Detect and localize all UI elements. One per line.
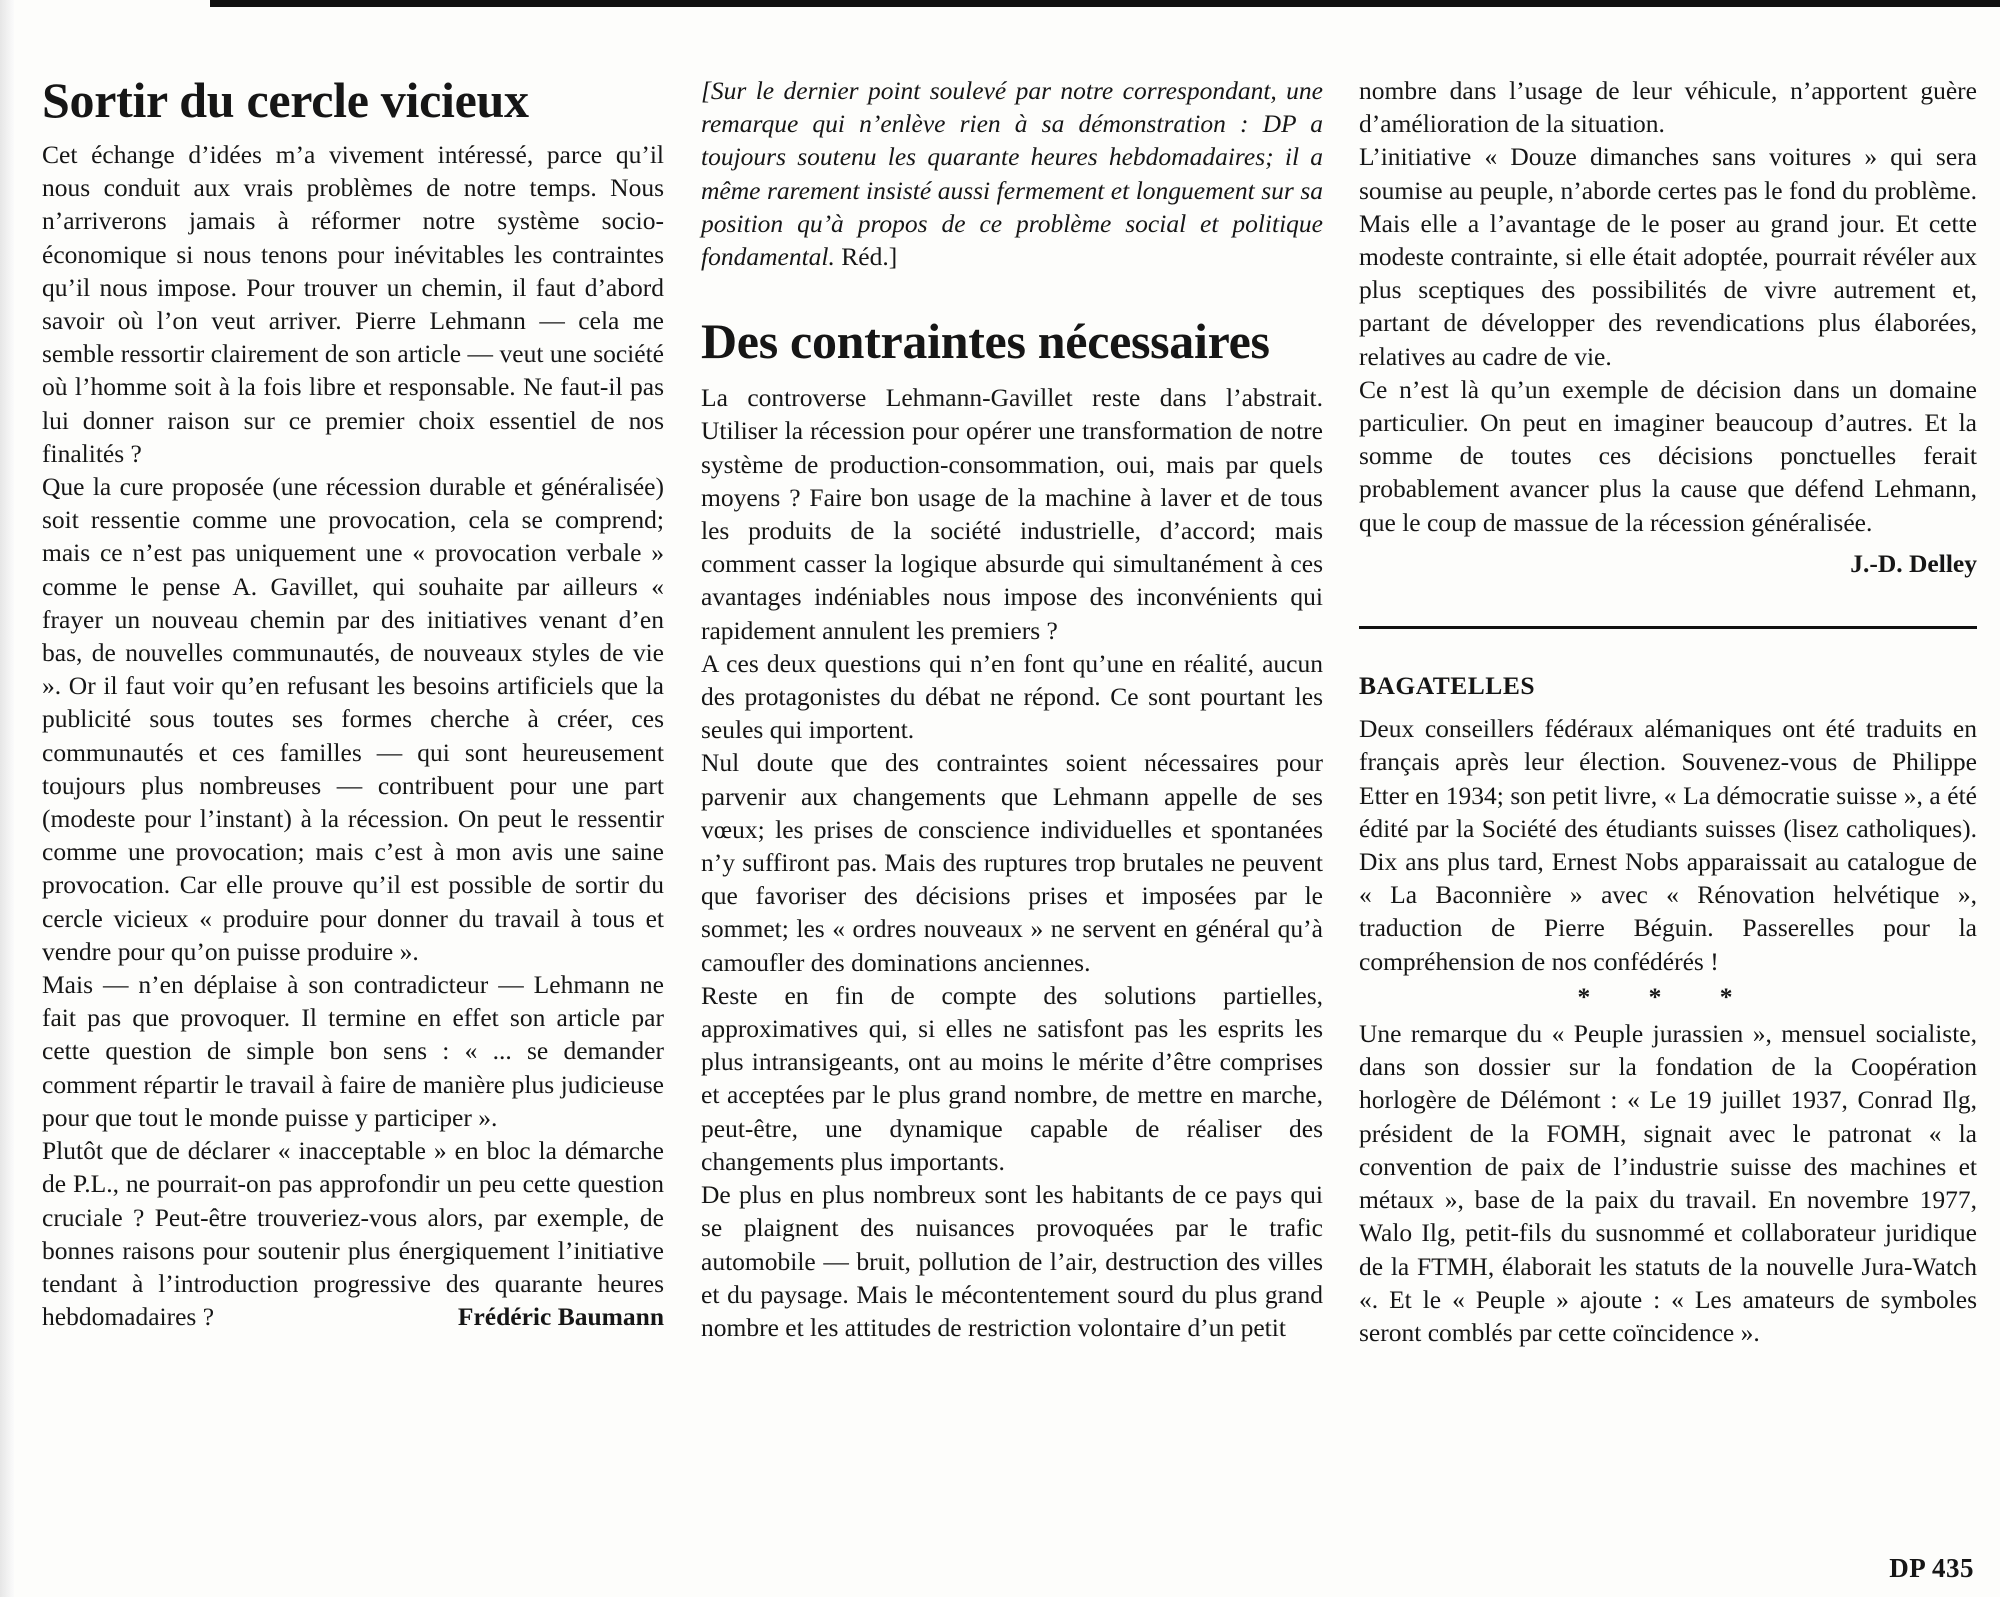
article-2-paragraph-3: Nul doute que des contraintes soient nécessaires pour parvenir aux changements que Lehmann appelle de ses vœux; les prises de conscience individuelles et spontanées n’y suffiront pas. Mais des ruptures trop brutales ne peuvent que favoriser des décisions prises et imposées par le sommet; les « ordres nouveaux » ne servent en général qu’à camoufler des dominations anciennes. xyxy=(701,748,1323,977)
article-1-paragraph-4-text: Plutôt que de déclarer « inacceptable » en bloc la démarche de P.L., ne pourrait-on pas approfondir un peu cette question cruciale ? Peut-être trouveriez-vous alors, par exemple, de bonnes raisons pour soutenir plus énergiquement l’initiative tendant à l’introduction progressive des quarante heures hebdomadaires ? xyxy=(42,1136,664,1332)
article-2-continuation-3: Ce n’est là qu’un exemple de décision dans un domaine particulier. On peut en imaginer beaucoup d’autres. Et la somme de toutes ces décisions ponctuelles ferait probablement avancer plus la cause que défend Lehmann, que le coup de massue de la récession généralisée. xyxy=(1359,374,1977,537)
top-rule xyxy=(210,0,2000,7)
article-1-paragraph-4 xyxy=(42,1134,664,1333)
article-1-title: Sortir du cercle vicieux xyxy=(42,72,529,128)
article-2-paragraph-1: La controverse Lehmann-Gavillet reste dans l’abstrait. Utiliser la récession pour opérer une transformation de notre système de production-consommation, oui, mais par quels moyens ? Faire bon usage de la machine à laver et de tous les produits de la société industrielle, d’accord; mais comment casser la logique absurde qui simultanément à ces avantages indéniables nous impose des inconvénients qui rapidement annulent les premiers ? xyxy=(701,383,1323,645)
column-1 xyxy=(42,70,664,1333)
article-1-paragraph-2: Que la cure proposée (une récession durable et généralisée) soit ressentie comme une provocation, cela se comprend; mais ce n’est pas uniquement une « provocation verbale » comme le pense A. Gavillet, qui souhaite par ailleurs « frayer un nouveau chemin par des initiatives venant d’en bas, de nouvelles communautés, de nouveaux styles de vie ». Or il faut voir qu’en refusant les besoins artificiels que la publicité sous toutes ses formes cherche à créer, ces communautés et ces familles — qui sont heureusement toujours plus nombreuses — contribuent pour une part (modeste pour l’instant) à la récession. On peut le ressentir comme une provocation; mais c’est à mon avis une saine provocation. Car elle prouve qu’il est possible de sortir du cercle vicieux « produire pour donner du travail à tous et vendre pour qu’on puisse produire ». xyxy=(42,472,664,966)
article-1-paragraph-3: Mais — n’en déplaise à son contradicteur — Lehmann ne fait pas que provoquer. Il termine en effet son article par cette question de simple bon sens : « ... se demander comment répartir le travail à faire de manière plus judicieuse pour que tout le monde puisse y participer ». xyxy=(42,970,664,1132)
page-edge-shadow xyxy=(0,0,14,1597)
article-2-author: J.-D. Delley xyxy=(1850,548,1977,578)
section-divider xyxy=(1359,626,1977,629)
editor-note-text: [Sur le dernier point soulevé par notre correspondant, une remarque qui n’enlève rien à sa démonstration : DP a toujours soutenu les quarante heures hebdomadaires; il a même rarement insisté aussi fermement et longuement sur sa position qu’à propos de ce problème social et politique fondamental. xyxy=(701,76,1323,272)
article-2-title: Des contraintes nécessaires xyxy=(701,313,1270,370)
page-number: DP 435 xyxy=(1889,1553,1974,1583)
article-2-paragraph-4: Reste en fin de compte des solutions partielles, approximatives qui, si elles ne satisfont pas les esprits les plus intransigeants, ont au moins le mérite d’être comprises et acceptées par le plus grand nombre, de mettre en marche, peut-être, une dynamique capable de réaliser des changements plus importants. xyxy=(701,980,1323,1176)
article-1-author: Frédéric Baumann xyxy=(457,1302,664,1332)
bagatelles-paragraph-2: Une remarque du « Peuple jurassien », mensuel socialiste, dans son dossier sur la fondation de la Coopération horlogère de Délémont : « Le 19 juillet 1937, Conrad Ilg, président de la FOMH, signait avec le patronat « la convention de paix de l’industrie suisse des machines et métaux », base de la paix du travail. En novembre 1977, Walo Ilg, petit-fils du susnommé et collaborateur juridique de la FTMH, élaborait les statuts de la nouvelle Jura-Watch «. Et le « Peuple » ajoute : « Les amateurs de symboles seront comblés par cette coïncidence ». xyxy=(1359,1019,1977,1347)
article-2-paragraph-2: A ces deux questions qui n’en font qu’une en réalité, aucun des protagonistes du débat ne répond. Ce sont pourtant les seules qui importent. xyxy=(701,648,1323,745)
editor-note xyxy=(701,74,1323,273)
bagatelles-heading: BAGATELLES xyxy=(1359,671,1536,701)
column-2 xyxy=(701,74,1323,1344)
article-2-paragraph-5: De plus en plus nombreux sont les habitants de ce pays qui se plaignent des nuisances provoquées par le trafic automobile — bruit, pollution de l’air, destruction des villes et du paysage. Mais le mécontentement sourd du plus grand nombre et les attitudes de restriction volontaire d’un petit xyxy=(701,1180,1323,1342)
article-2-continuation-2: L’initiative « Douze dimanches sans voitures » qui sera soumise au peuple, n’aborde certes pas le fond du problème. Mais elle a l’avantage de le poser au grand jour. Et cette modeste contrainte, si elle était adoptée, pourrait révéler aux plus sceptiques des possibilités de vivre autrement et, partant de développer des revendications plus élaborées, relatives au cadre de vie. xyxy=(1359,142,1977,371)
editor-note-signoff: Réd.] xyxy=(841,242,898,272)
asterism-separator: * * * xyxy=(1577,981,1759,1011)
article-1-paragraph-1: Cet échange d’idées m’a vivement intéressé, parce qu’il nous conduit aux vrais problèmes de notre temps. Nous n’arriverons jamais à réformer notre système socio-économique si nous tenons pour inévitables les contraintes qu’il nous impose. Pour trouver un chemin, il faut d’abord savoir où l’on veut arriver. Pierre Lehmann — cela me semble ressortir clairement de son article — veut une société où l’homme soit à la fois libre et responsable. Ne faut-il pas lui donner raison sur ce premier choix essentiel de nos finalités ? xyxy=(42,140,664,468)
article-2-continuation-1: nombre dans l’usage de leur véhicule, n’apportent guère d’amélioration de la situation. xyxy=(1359,76,1977,139)
bagatelles-paragraph-1: Deux conseillers fédéraux alémaniques ont été traduits en français après leur élection. Souvenez-vous de Philippe Etter en 1934; son petit livre, « La démocratie suisse », a été édité par la Société des étudiants suisses (lisez catholiques). Dix ans plus tard, Ernest Nobs apparaissait au catalogue de « La Baconnière » avec « Rénovation helvétique », traduction de Pierre Béguin. Passerelles pour la compréhension de nos confédérés ! xyxy=(1359,714,1977,976)
column-3 xyxy=(1359,74,1977,1349)
